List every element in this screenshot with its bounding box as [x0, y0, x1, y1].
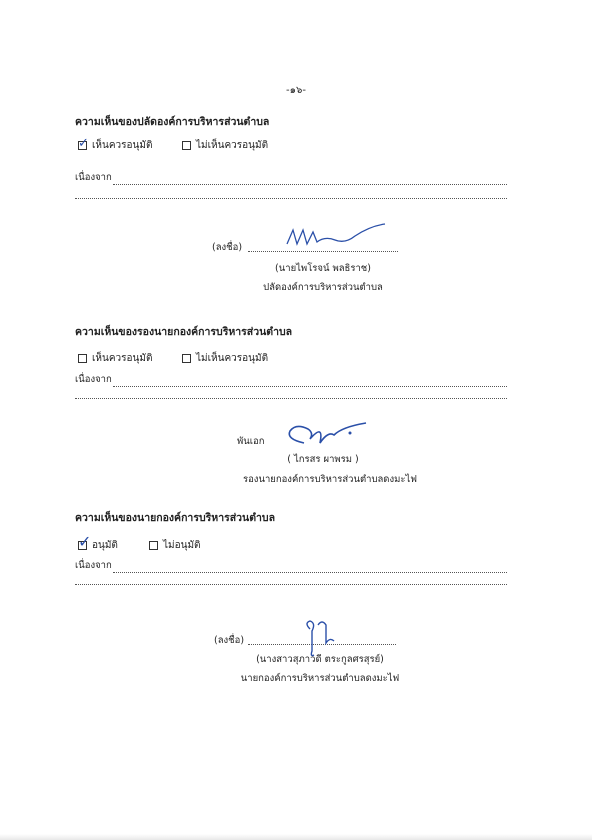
- signature-deputy-clerk: [285, 222, 390, 252]
- checkbox[interactable]: [182, 354, 191, 363]
- option-label: ไม่เห็นควรอนุมัติ: [196, 140, 269, 151]
- signature-vice-mayor: [284, 417, 374, 451]
- option-label: ไม่อนุมัติ: [163, 540, 201, 551]
- sign-prefix: พันเอก: [237, 436, 265, 447]
- checkbox[interactable]: [78, 532, 92, 551]
- reason-extra-line[interactable]: [75, 397, 507, 399]
- reason-label: เนื่องจาก: [75, 560, 112, 571]
- option-label: ไม่เห็นควรอนุมัติ: [196, 353, 269, 364]
- option-label: อนุมัติ: [92, 540, 118, 551]
- option-approve[interactable]: [78, 532, 118, 553]
- reason-line: [75, 170, 507, 185]
- sign-prefix: (ลงชื่อ): [212, 242, 243, 253]
- option-not-recommend[interactable]: [182, 138, 268, 153]
- section-heading-deputy-clerk: ความเห็นของปลัดองค์การบริหารส่วนตำบล: [75, 116, 270, 128]
- checkbox[interactable]: [149, 541, 158, 550]
- option-approve-recommend[interactable]: [78, 138, 152, 153]
- option-label: เห็นควรอนุมัติ: [92, 353, 153, 364]
- reason-line: [75, 558, 507, 573]
- checkmark-icon: ✓: [78, 136, 89, 151]
- option-approve-recommend[interactable]: [78, 351, 152, 366]
- section-heading-vice-mayor: ความเห็นของรองนายกองค์การบริหารส่วนตำบล: [75, 326, 293, 338]
- signer-title: ปลัดองค์การบริหารส่วนตำบล: [263, 282, 383, 293]
- signer-name: (นางสาวสุภาวดี ตระกูลศรสุรย์): [256, 654, 384, 665]
- reason-field[interactable]: [113, 377, 507, 387]
- signer-title: รองนายกองค์การบริหารส่วนตำบลดงมะไฟ: [243, 474, 417, 485]
- reason-extra-line[interactable]: [75, 197, 507, 199]
- reason-label: เนื่องจาก: [75, 374, 112, 385]
- signer-name: ( ไกรสร ผาพรม ): [287, 454, 359, 465]
- reason-extra-line[interactable]: [75, 583, 507, 585]
- page-number: -๑๖-: [286, 85, 306, 96]
- option-label: เห็นควรอนุมัติ: [92, 140, 153, 151]
- checkbox[interactable]: [182, 141, 191, 150]
- checkbox[interactable]: [78, 354, 87, 363]
- checkmark-icon: ✓: [78, 532, 92, 551]
- reason-label: เนื่องจาก: [75, 172, 112, 183]
- scan-edge: [0, 834, 592, 840]
- checkbox[interactable]: [78, 136, 89, 151]
- option-not-approve[interactable]: [149, 538, 201, 553]
- section-heading-mayor: ความเห็นของนายกองค์การบริหารส่วนตำบล: [75, 512, 276, 524]
- reason-line: [75, 372, 507, 387]
- signer-title: นายกองค์การบริหารส่วนตำบลดงมะไฟ: [240, 673, 400, 684]
- reason-field[interactable]: [113, 175, 507, 185]
- reason-field[interactable]: [113, 563, 507, 573]
- option-not-recommend[interactable]: [182, 351, 268, 366]
- signer-name: (นายไพโรจน์ พลธิราช): [275, 263, 371, 274]
- sign-prefix: (ลงชื่อ): [214, 635, 245, 646]
